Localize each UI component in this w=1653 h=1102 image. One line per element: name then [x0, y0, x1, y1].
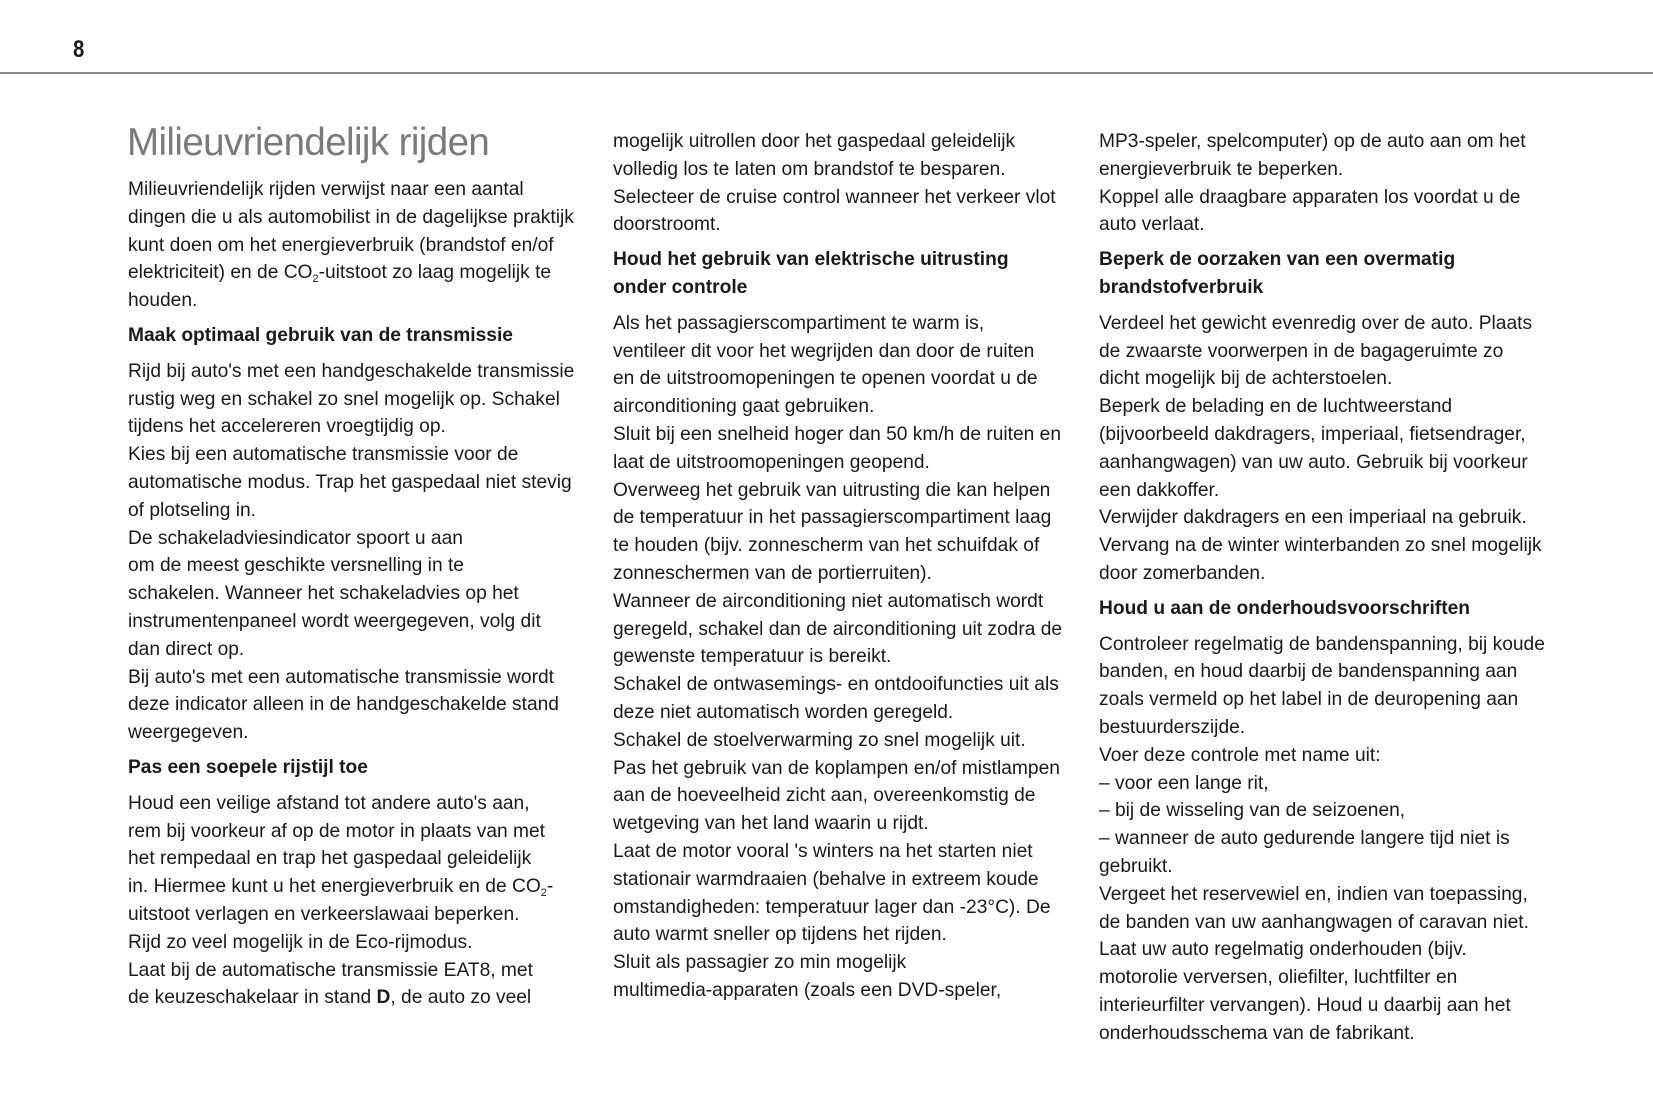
- text-line: Vergeet het reservewiel en, indien van toepassing,: [1099, 883, 1528, 905]
- text-line: – wanneer de auto gedurende langere tijd niet is: [1099, 828, 1510, 850]
- text-line: Vervang na de winter winterbanden zo snel mogelijk: [1099, 535, 1542, 557]
- text-line: – voor een lange rit,: [1099, 772, 1269, 794]
- text-line: Schakel de stoelverwarming zo snel mogelijk uit.: [613, 729, 1026, 751]
- text-line: Rijd bij auto's met een handgeschakelde transmissie: [128, 360, 575, 382]
- text-column-2: [613, 128, 1083, 1005]
- text-line: onder controle: [613, 276, 748, 298]
- bold-text: D: [376, 987, 391, 1009]
- text-column-1: [128, 176, 598, 1012]
- section-heading: [128, 322, 598, 350]
- text-line: Verdeel het gewicht evenredig over de auto. Plaats: [1099, 312, 1533, 334]
- text-line: gebruikt.: [1099, 855, 1173, 877]
- text-line: Controleer regelmatig de bandenspanning, bij koude: [1099, 633, 1545, 655]
- text-line: Sluit bij een snelheid hoger dan 50 km/h de ruiten en: [613, 423, 1062, 445]
- text-line: interieurfilter vervangen). Houd u daarbij aan het: [1099, 994, 1511, 1016]
- text-segment: in. Hiermee kunt u het energieverbruik en de CO: [128, 876, 541, 898]
- text-line: zonneschermen van de portierruiten).: [613, 562, 932, 584]
- text-line: bestuurderszijde.: [1099, 716, 1246, 738]
- text-line: om de meest geschikte versnelling in te: [128, 555, 464, 577]
- paragraph: [613, 310, 1083, 1005]
- text-line: en de uitstroomopeningen te openen voordat u de: [613, 368, 1038, 390]
- text-line: [128, 873, 598, 901]
- text-line: ventileer dit voor het wegrijden dan door de ruiten: [613, 340, 1035, 362]
- paragraph: [128, 790, 598, 1012]
- text-line: wetgeving van het land waarin u rijdt.: [613, 813, 929, 835]
- text-segment: de keuzeschakelaar in stand: [128, 987, 377, 1009]
- text-line: multimedia-apparaten (zoals een DVD-speler,: [613, 979, 1002, 1001]
- paragraph: [1099, 128, 1569, 239]
- text-line: of plotseling in.: [128, 499, 256, 521]
- text-line: Kies bij een automatische transmissie voor de: [128, 444, 519, 466]
- text-line: banden, en houd daarbij de bandenspanning aan: [1099, 661, 1518, 683]
- text-line: instrumentenpaneel wordt weergegeven, volg dit: [128, 610, 541, 632]
- text-line: Laat uw auto regelmatig onderhouden (bijv.: [1099, 939, 1467, 961]
- text-line: automatische modus. Trap het gaspedaal niet stevig: [128, 471, 572, 493]
- text-line: Houd u aan de onderhoudsvoorschriften: [1099, 597, 1470, 619]
- text-line: volledig los te laten om brandstof te besparen.: [613, 158, 1006, 180]
- text-line: Milieuvriendelijk rijden verwijst naar een aantal: [128, 179, 524, 200]
- text-line: omstandigheden: temperatuur lager dan -23°C). De: [613, 896, 1051, 918]
- text-line: dicht mogelijk bij de achterstoelen.: [1099, 368, 1393, 390]
- text-line: Overweeg het gebruik van uitrusting die kan helpen: [613, 479, 1051, 501]
- text-line: MP3-speler, spelcomputer) op de auto aan om het: [1099, 131, 1526, 152]
- text-line: De schakeladviesindicator spoort u aan: [128, 527, 463, 549]
- text-column-3: [1099, 128, 1569, 1048]
- text-line: mogelijk uitrollen door het gaspedaal geleidelijk: [613, 131, 1016, 152]
- text-line: doorstroomt.: [613, 214, 721, 236]
- text-line: Pas een soepele rijstijl toe: [128, 756, 368, 778]
- subscript: 2: [540, 887, 547, 900]
- text-line: de banden van uw aanhangwagen of caravan niet.: [1099, 911, 1529, 933]
- text-line: energieverbruik te beperken.: [1099, 158, 1344, 180]
- text-line: dan direct op.: [128, 638, 245, 660]
- text-line: tijdens het accelereren vroegtijdig op.: [128, 416, 446, 438]
- paragraph: [128, 176, 598, 315]
- text-line: deze niet automatisch worden geregeld.: [613, 701, 954, 723]
- text-line: Beperk de belading en de luchtweerstand: [1099, 396, 1453, 418]
- text-line: te houden (bijv. zonnescherm van het schuifdak of: [613, 535, 1040, 557]
- text-line: [128, 259, 598, 287]
- text-line: brandstofverbruik: [1099, 276, 1264, 298]
- text-line: aan de hoeveelheid zicht aan, overeenkomstig de: [613, 785, 1036, 807]
- text-line: kunt doen om het energieverbruik (brandstof en/of: [128, 234, 554, 256]
- text-line: Rijd zo veel mogelijk in de Eco-rijmodus.: [128, 931, 473, 953]
- text-line: aanhangwagen) van uw auto. Gebruik bij voorkeur: [1099, 451, 1528, 473]
- text-line: deze indicator alleen in de handgeschakelde stand: [128, 694, 559, 716]
- paragraph: [1099, 631, 1569, 1048]
- text-line: een dakkoffer.: [1099, 479, 1220, 501]
- text-line: laat de uitstroomopeningen geopend.: [613, 451, 930, 473]
- text-line: Sluit als passagier zo min mogelijk: [613, 952, 907, 974]
- header-divider: [0, 72, 1653, 74]
- text-line: auto verlaat.: [1099, 214, 1205, 236]
- text-line: het rempedaal en trap het gaspedaal geleidelijk: [128, 848, 532, 870]
- paragraph: [128, 358, 598, 747]
- section-heading: [128, 754, 598, 782]
- section-heading: [613, 246, 1083, 302]
- section-heading: [1099, 246, 1569, 302]
- subscript: 2: [312, 273, 319, 286]
- paragraph: [1099, 310, 1569, 588]
- text-line: Houd het gebruik van elektrische uitrusting: [613, 249, 1009, 271]
- section-heading: [1099, 595, 1569, 623]
- text-line: Selecteer de cruise control wanneer het verkeer vlot: [613, 186, 1056, 208]
- text-line: Schakel de ontwasemings- en ontdooifuncties uit als: [613, 674, 1059, 696]
- text-line: Laat bij de automatische transmissie EAT8, met: [128, 959, 533, 981]
- page-title: Milieuvriendelijk rijden: [127, 121, 490, 164]
- text-line: airconditioning gaat gebruiken.: [613, 396, 875, 418]
- text-line: Als het passagierscompartiment te warm is,: [613, 312, 985, 334]
- text-line: Bij auto's met een automatische transmissie wordt: [128, 666, 554, 688]
- text-line: rustig weg en schakel zo snel mogelijk op. Schakel: [128, 388, 560, 410]
- text-line: Koppel alle draagbare apparaten los voordat u de: [1099, 186, 1521, 208]
- text-segment: -: [546, 876, 554, 898]
- text-line: Houd een veilige afstand tot andere auto's aan,: [128, 792, 530, 814]
- text-line: Maak optimaal gebruik van de transmissie: [128, 324, 513, 346]
- text-line: Verwijder dakdragers en een imperiaal na gebruik.: [1099, 507, 1527, 529]
- text-line: weergegeven.: [128, 722, 249, 744]
- page-number: 8: [73, 36, 85, 63]
- text-line: – bij de wisseling van de seizoenen,: [1099, 800, 1406, 822]
- text-line: dingen die u als automobilist in de dagelijkse praktijk: [128, 206, 574, 228]
- text-line: door zomerbanden.: [1099, 562, 1266, 584]
- text-line: rem bij voorkeur af op de motor in plaats van met: [128, 820, 545, 842]
- text-line: uitstoot verlagen en verkeerslawaai beperken.: [128, 903, 520, 925]
- text-line: auto warmt sneller op tijdens het rijden.: [613, 924, 947, 946]
- text-segment: -uitstoot zo laag mogelijk te: [318, 262, 552, 284]
- text-segment: elektriciteit) en de CO: [128, 262, 313, 284]
- text-line: Beperk de oorzaken van een overmatig: [1099, 249, 1456, 271]
- text-line: de temperatuur in het passagierscompartiment laag: [613, 507, 1052, 529]
- text-line: schakelen. Wanneer het schakeladvies op het: [128, 583, 519, 605]
- text-line: [128, 984, 598, 1012]
- text-line: Voer deze controle met name uit:: [1099, 744, 1381, 766]
- text-line: onderhoudsschema van de fabrikant.: [1099, 1022, 1415, 1044]
- text-line: geregeld, schakel dan de airconditioning uit zodra de: [613, 618, 1063, 640]
- text-line: Pas het gebruik van de koplampen en/of mistlampen: [613, 757, 1060, 779]
- text-line: zoals vermeld op het label in de deuropening aan: [1099, 689, 1519, 711]
- text-line: de zwaarste voorwerpen in de bagageruimte zo: [1099, 340, 1504, 362]
- text-segment: , de auto zo veel: [390, 987, 532, 1009]
- text-line: motorolie verversen, oliefilter, luchtfilter en: [1099, 967, 1458, 989]
- text-line: Laat de motor vooral 's winters na het starten niet: [613, 840, 1033, 862]
- text-line: stationair warmdraaien (behalve in extreem koude: [613, 868, 1039, 890]
- text-line: gewenste temperatuur is bereikt.: [613, 646, 892, 668]
- text-line: Wanneer de airconditioning niet automatisch wordt: [613, 590, 1044, 612]
- text-line: (bijvoorbeeld dakdragers, imperiaal, fietsendrager,: [1099, 423, 1526, 445]
- text-line: houden.: [128, 290, 198, 312]
- paragraph: [613, 128, 1083, 239]
